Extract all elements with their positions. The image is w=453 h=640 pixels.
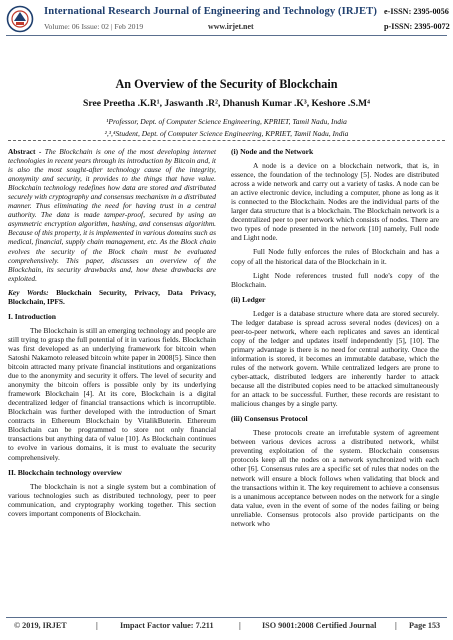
paragraph: Light Node references trusted full node's copy of the Blockchain. [231,270,439,289]
subsection-heading-node: (i) Node and the Network [231,147,314,156]
abstract-label: Abstract - [8,147,42,156]
footer-separator: | [96,621,98,630]
footer-divider [6,617,447,618]
affiliation-2: ²,³,⁴Student, Dept. of Computer Science Engineering, KPRIET, Tamil Nadu, India [104,129,349,138]
abstract [8,147,216,283]
footer-iso: ISO 9001:2008 Certified Journal [262,621,377,630]
paragraph: A node is a device on a blockchain network, that is, in essence, the foundation of the technology [5]. Nodes are distributed across a wide network and carry out a variety of tasks. A node can be an active electronic device, including a computer, phone as long as it is connected to the Blockchain. Nodes are the individual parts of the larger data structure that is a blockchain. The Blockchain network is a decentralized peer to peer network which consists of nodes. There are two types of node presented in the network [10] namely, Full node and Light node. [231,161,439,243]
keywords [8,288,216,306]
paragraph: Full Node fully enforces the rules of Blockchain and has a copy of all the historical data of the Blockchain in it. [231,247,439,266]
volume-issue: Volume: 06 Issue: 02 | Feb 2019 [44,22,144,31]
eissn: e-ISSN: 2395-0056 [384,7,449,16]
footer-separator: | [395,621,397,630]
footer-separator: | [239,621,241,630]
footer-impact-factor: Impact Factor value: 7.211 [120,621,214,630]
keywords-text: Blockchain Security, Privacy, Data Privacy, Blockchain, IPFS. [8,287,216,306]
abstract-text: The Blockchain is one of the most developing internet technologies in recent years through its introduction by Bitcoin and, it is also the most sought-after technology cause of the integrity, anonymity and security, it provides to the things that have value. Blockchain technology redefines how data are stored and distributed securely with cryptography and consensus mechanism in a distributed manner. Thus eliminating the need for having trust in a central authority. The data is made tamper-proof, secured by using an asymmetric encryption algorithm, hashing, and consensus algorithm. Because of this property, it is implemented in various domains such as medical, financial, supply chain management, etc. As the Block chain evolves the security of the Block chain must be evaluated comprehensively. This paper, discusses an overview of the Blockchain, its security drawbacks and, how these drawbacks are exploited. [8,147,216,283]
pissn: p-ISSN: 2395-0072 [384,22,450,31]
paper-authors: Sree Preetha .K.R¹, Jaswanth .R², Dhanush Kumar .K³, Keshore .S.M⁴ [83,98,370,109]
paragraph: The blockchain is not a single system but a combination of various technologies such as distributed technology, peer to peer communication, and cryptography working together. This section covers important components of Blockchain. [8,481,216,518]
subsection-heading-ledger: (ii) Ledger [231,294,266,304]
paragraph: Ledger is a database structure where data are stored securely. The ledger database is spread across several nodes (devices) on a peer-to-peer network, where each replicates and saves an identical copy of the ledger and updates itself independently [5], [10]. The primary advantage is there is no need for central authority. Once the information is stored, it becomes an immutable database, which the rules of the network govern. While centralized ledgers are prone to cyber-attack, distributed ledgers are inherently harder to attack because all the distributed copies need to be attacked simultaneously for an attack to be successful. Further, these records are resistant to malicious changes by a single party. [231,308,439,409]
header-divider [6,35,447,36]
right-column [231,147,439,533]
section-heading-introduction: I. Introduction [8,311,56,321]
journal-header [0,0,453,40]
journal-website[interactable]: www.irjet.net [208,22,254,31]
paper-title: An Overview of the Security of Blockchain [115,77,338,91]
irjet-logo-icon [6,5,34,33]
footer-page-number: Page 153 [409,621,441,630]
keywords-label: Key Words: [8,287,49,297]
paragraph: These protocols create an irrefutable system of agreement between various devices across a distributed network, whilst preventing exploitation of the system. Blockchain consensus protocols keep all the nodes on a network synchronized with each other [6]. Consensus rules are a specific set of rules that nodes on the network will ensure a block follows when validating that block and the transactions within it. The key requirement to achieve a consensus is a unanimous acceptance between nodes on the network for a single data value, even in the event of some of the nodes failing or being unreliable. Consensus protocols also provide participants on the network who [231,428,439,528]
footer-copyright: © 2019, IRJET [14,621,67,630]
journal-title: International Research Journal of Engineering and Technology (IRJET) [44,6,377,17]
section-heading-overview: II. Blockchain technology overview [8,467,122,477]
affiliation-1: ¹Professor, Dept. of Computer Science Engineering, KPRIET, Tamil Nadu, India [106,117,347,126]
paragraph: The Blockchain is still an emerging technology and people are still trying to grasp the full potential of it in various fields. Blockchain was first developed as an underlying framework for bitcoin when Satoshi Nakamoto released bitcoin white paper in 2008[5]. Since then bitcoin attracted many private financial institutions and organizations due to the anonymity and security it offers. The level of security and anonymity the bitcoin offers is possible only by its underlying framework Blockchain [4]. At its core, Blockchain is a digital decentralized ledger of financial transactions which is incorruptible. Blockchain was further developed with the introduction of Smart contracts in Ethereum Blockchain by VitalikButerin. Ethereum Blockchain can be programmed to store not only financial transactions but anything data of value [10]. As Blockchain continues to evolve in various domains, it is must to evaluate the security comprehensively. [8,325,216,462]
subsection-heading-consensus: (iii) Consensus Protocol [231,414,308,424]
left-column [8,147,216,523]
title-separator [8,140,445,141]
